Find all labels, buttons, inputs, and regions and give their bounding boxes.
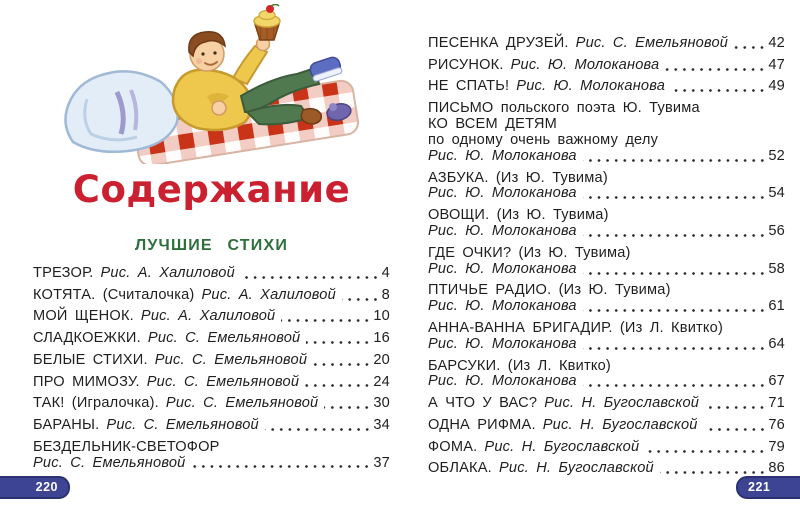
entry-title: БЕЛЫЕ СТИХИ. bbox=[33, 351, 148, 368]
entry-title: ПЕСЕНКА ДРУЗЕЙ. bbox=[428, 35, 569, 51]
entry-title: ОБЛАКА. bbox=[428, 460, 492, 477]
entry-credit: Рис. С. Емельяновой bbox=[575, 35, 729, 51]
entry-credit: Рис. Ю. Молоканова bbox=[510, 56, 660, 73]
dot-leader bbox=[281, 318, 371, 323]
entry-title: КО ВСЕМ ДЕТЯМ bbox=[428, 116, 557, 133]
entry-page-number: 67 bbox=[768, 373, 785, 390]
entry-page-number: 71 bbox=[768, 395, 785, 412]
entry-title: РИСУНОК. bbox=[428, 56, 504, 73]
entry-title: А ЧТО У ВАС? bbox=[428, 395, 538, 412]
entry-page-number: 16 bbox=[373, 330, 390, 347]
entry-page-number: 56 bbox=[768, 223, 785, 240]
dot-leader bbox=[583, 383, 767, 388]
toc-entry bbox=[33, 309, 390, 325]
entry-page-number: 61 bbox=[768, 298, 785, 315]
entry-credit: Рис. Н. Бугославской bbox=[498, 460, 654, 477]
page-number-badge-left: 220 bbox=[0, 476, 70, 499]
dot-leader bbox=[665, 67, 766, 72]
dot-leader bbox=[734, 45, 766, 50]
entry-credit: Рис. Ю. Молоканова bbox=[428, 373, 577, 390]
left-page bbox=[33, 0, 390, 518]
toc-entry bbox=[428, 321, 785, 353]
toc-entry bbox=[428, 418, 785, 434]
boy-with-cupcake-illustration bbox=[57, 4, 367, 164]
toc-list-right bbox=[428, 36, 785, 483]
entry-title: БАРСУКИ. (Из Л. Квитко) bbox=[428, 357, 611, 374]
entry-title: БЕЗДЕЛЬНИК-СВЕТОФОР bbox=[33, 438, 220, 455]
entry-title: КОТЯТА. (Считалочка) bbox=[33, 286, 195, 303]
dot-leader bbox=[645, 449, 766, 454]
toc-list-left bbox=[33, 266, 390, 477]
toc-entry bbox=[428, 101, 785, 165]
entry-page-number: 42 bbox=[768, 35, 785, 51]
entry-credit: Рис. Ю. Молоканова bbox=[428, 147, 577, 164]
entry-title: ТРЕЗОР. bbox=[33, 265, 94, 281]
entry-title: ПТИЧЬЕ РАДИО. (Из Ю. Тувима) bbox=[428, 282, 671, 299]
entry-title: БАРАНЫ. bbox=[33, 416, 100, 433]
dot-leader bbox=[306, 340, 371, 345]
dot-leader bbox=[342, 297, 380, 302]
toc-entry bbox=[428, 396, 785, 412]
entry-page-number: 47 bbox=[768, 56, 785, 73]
boot bbox=[301, 109, 321, 124]
entry-page-number: 30 bbox=[373, 395, 390, 412]
entry-page-number: 4 bbox=[381, 265, 390, 281]
toc-entry bbox=[428, 440, 785, 456]
toc-entry bbox=[428, 79, 785, 95]
boy-head bbox=[189, 32, 225, 71]
toc-entry bbox=[33, 375, 390, 391]
sneaker bbox=[309, 56, 343, 82]
entry-title: ГДЕ ОЧКИ? (Из Ю. Тувима) bbox=[428, 244, 631, 261]
entry-credit: Рис. С. Емельяновой bbox=[147, 330, 301, 347]
toc-entry bbox=[428, 171, 785, 203]
entry-credit: Рис. Ю. Молоканова bbox=[516, 78, 666, 95]
toc-entry bbox=[428, 283, 785, 315]
entry-page-number: 76 bbox=[768, 416, 785, 433]
entry-credit: Рис. Н. Бугославской bbox=[542, 416, 698, 433]
dot-leader bbox=[660, 470, 767, 475]
entry-credit: Рис. С. Емельяновой bbox=[165, 395, 319, 412]
entry-credit: Рис. А. Халиловой bbox=[201, 286, 336, 303]
entry-page-number: 8 bbox=[381, 286, 390, 303]
dot-leader bbox=[583, 233, 767, 238]
right-page bbox=[428, 0, 785, 518]
entry-credit: Рис. С. Емельяновой bbox=[146, 373, 300, 390]
toc-entry bbox=[33, 288, 390, 304]
dot-leader bbox=[671, 88, 766, 93]
dot-leader bbox=[305, 383, 371, 388]
entry-credit: Рис. А. Халиловой bbox=[140, 308, 276, 325]
toc-entry bbox=[428, 208, 785, 240]
entry-credit: Рис. Ю. Молоканова bbox=[428, 185, 577, 202]
entry-credit: Рис. А. Халиловой bbox=[100, 265, 235, 281]
entry-title: ПРО МИМОЗУ. bbox=[33, 373, 140, 390]
toc-entry bbox=[33, 266, 390, 282]
entry-title: АЗБУКА. (Из Ю. Тувима) bbox=[428, 169, 608, 186]
dot-leader bbox=[191, 464, 371, 469]
entry-page-number: 20 bbox=[373, 351, 390, 368]
entry-title: ТАК! (Игралочка). bbox=[33, 395, 159, 412]
toc-entry bbox=[33, 353, 390, 369]
entry-title: ПИСЬМО польского поэта Ю. Тувима bbox=[428, 100, 700, 117]
section-heading: ЛУЧШИЕ СТИХИ bbox=[134, 237, 289, 254]
pillow bbox=[65, 71, 177, 151]
entry-credit: Рис. С. Емельяновой bbox=[154, 351, 308, 368]
entry-title: МОЙ ЩЕНОК. bbox=[33, 308, 134, 325]
entry-title: АННА-ВАННА БРИГАДИР. (Из Л. Квитко) bbox=[428, 319, 724, 336]
entry-page-number: 49 bbox=[768, 78, 785, 95]
entry-title: по одному очень важному делу bbox=[428, 131, 659, 148]
entry-page-number: 10 bbox=[373, 308, 390, 325]
cherry bbox=[266, 5, 274, 13]
entry-page-number: 86 bbox=[768, 460, 785, 477]
toc-entry bbox=[428, 359, 785, 391]
entry-credit: Рис. Н. Бугославской bbox=[484, 438, 640, 455]
toc-entry bbox=[33, 418, 390, 434]
entry-credit: Рис. Ю. Молоканова bbox=[428, 260, 577, 277]
dot-leader bbox=[265, 427, 372, 432]
entry-title: НЕ СПАТЬ! bbox=[428, 78, 510, 95]
dot-leader bbox=[583, 271, 767, 276]
dot-leader bbox=[704, 427, 767, 432]
entry-page-number: 52 bbox=[768, 147, 785, 164]
entry-credit: Рис. Ю. Молоканова bbox=[428, 298, 577, 315]
dot-leader bbox=[583, 158, 767, 163]
dot-leader bbox=[324, 405, 371, 410]
toc-entry bbox=[428, 58, 785, 74]
entry-title: СЛАДКОЕЖКИ. bbox=[33, 330, 141, 347]
toc-entry bbox=[428, 461, 785, 477]
entry-credit: Рис. Ю. Молоканова bbox=[428, 223, 577, 240]
dot-leader bbox=[583, 195, 767, 200]
dot-leader bbox=[241, 275, 380, 280]
toc-entry bbox=[33, 396, 390, 412]
contents-title: Содержание bbox=[72, 168, 351, 211]
toc-entry bbox=[428, 246, 785, 278]
entry-credit: Рис. Н. Бугославской bbox=[544, 395, 700, 412]
toc-entry bbox=[33, 331, 390, 347]
entry-credit: Рис. С. Емельяновой bbox=[106, 416, 259, 433]
entry-page-number: 64 bbox=[768, 335, 785, 352]
dot-leader bbox=[313, 362, 371, 367]
entry-page-number: 24 bbox=[373, 373, 390, 390]
dot-leader bbox=[583, 308, 767, 313]
toc-entry bbox=[428, 36, 785, 52]
dot-leader bbox=[583, 346, 767, 351]
entry-title: ОВОЩИ. (Из Ю. Тувима) bbox=[428, 207, 609, 224]
dot-leader bbox=[705, 405, 766, 410]
entry-title: ОДНА РИФМА. bbox=[428, 416, 536, 433]
entry-page-number: 37 bbox=[373, 454, 390, 471]
toc-entry bbox=[33, 440, 390, 472]
entry-page-number: 34 bbox=[373, 416, 390, 433]
entry-page-number: 54 bbox=[768, 185, 785, 202]
entry-title: ФОМА. bbox=[428, 438, 478, 455]
entry-page-number: 58 bbox=[768, 260, 785, 277]
cupcake bbox=[254, 5, 280, 41]
entry-page-number: 79 bbox=[768, 438, 785, 455]
page-number-badge-right: 221 bbox=[736, 476, 800, 499]
entry-credit: Рис. С. Емельяновой bbox=[33, 454, 186, 471]
entry-credit: Рис. Ю. Молоканова bbox=[428, 335, 577, 352]
